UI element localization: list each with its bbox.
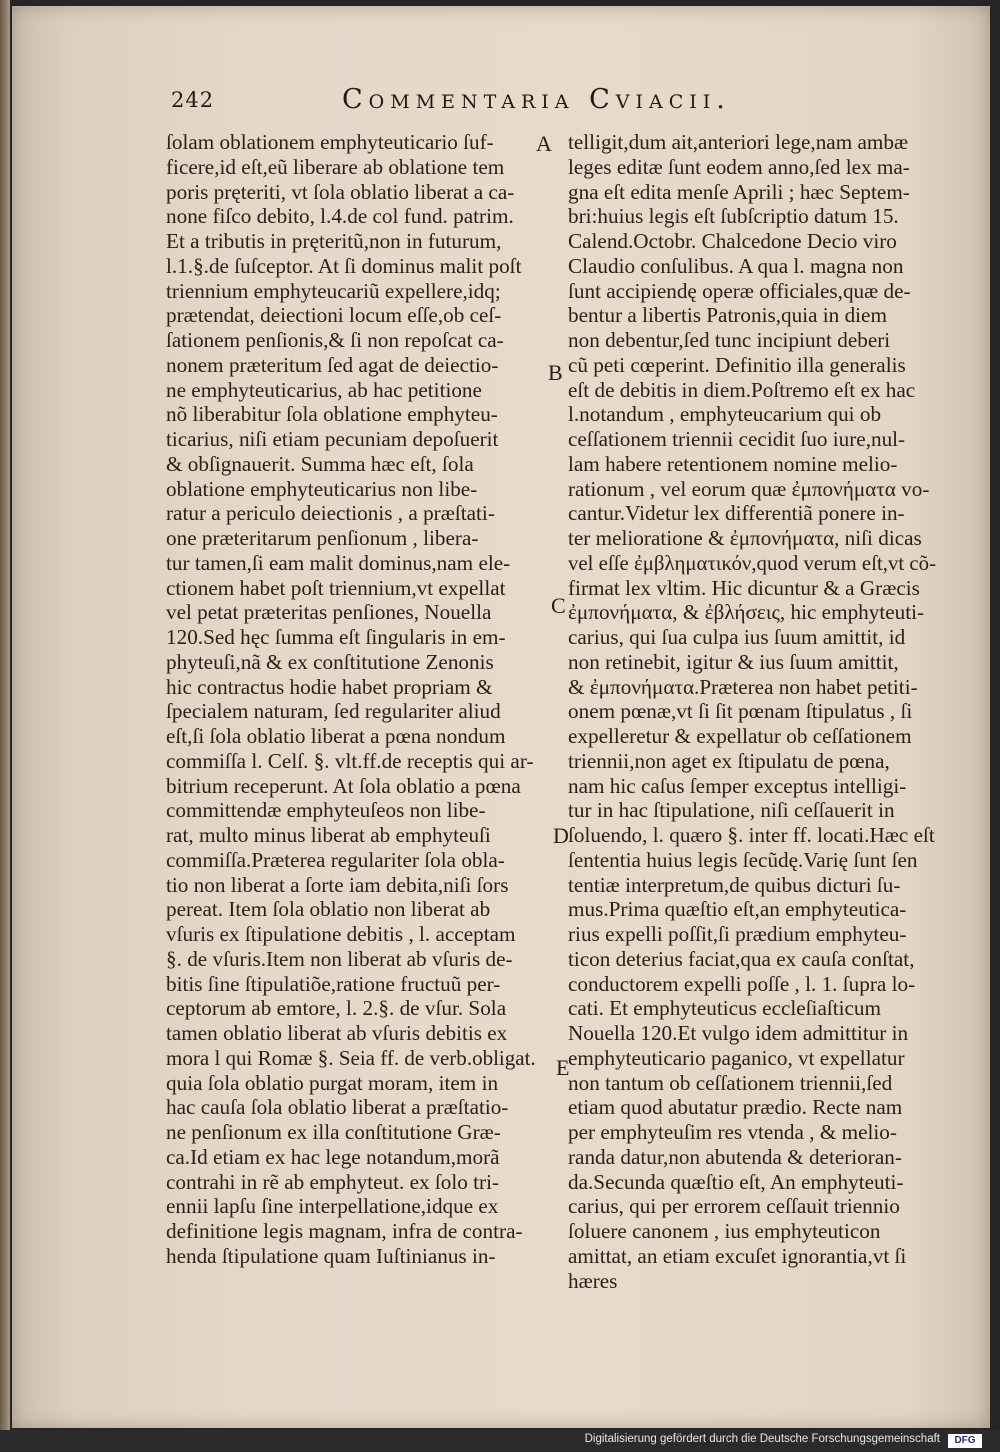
right-column-line: cati. Et emphyteuticus eccleſiaſticum [568, 996, 881, 1021]
left-column-line: ſationem penſionis,& ſi non repoſcat ca- [166, 328, 504, 352]
book-edge [0, 0, 10, 1430]
left-column-line: l.1.§.de ſuſceptor. At ſi dominus malit poſt [166, 253, 522, 278]
left-column-line: one præteritarum penſionum , libera- [166, 526, 479, 550]
left-column-line: ne emphyteuticarius, ab hac petitione [166, 377, 482, 402]
running-title: Commentaria Cviacii. [342, 84, 731, 115]
right-column-line: Claudio conſulibus. A qua l. magna non [568, 253, 904, 278]
right-column-line: cũ peti cœperint. Definitio illa generalis [568, 352, 906, 377]
left-column-line: nonem præteritum ſed agat de deiectio- [166, 352, 499, 377]
left-column-line: hic contractus hodie habet propriam & [166, 674, 493, 699]
left-column-line: phyteuſi,nã & ex conſtitutione Zenonis [166, 649, 494, 674]
dfg-logo: DFG [948, 1434, 982, 1448]
right-column-line: ſoluendo, l. quæro §. inter ff. locati.Hæc eſt [568, 823, 935, 847]
left-column-line: poris pręteriti, vt ſola oblatio liberat a ca- [166, 179, 515, 204]
right-column-line: cantur.Videtur lex differentiã ponere in- [568, 501, 905, 526]
left-column-line: committendæ emphyteuſeos non libe- [166, 798, 486, 823]
right-column-line: emphyteuticario paganico, vt expellatur [568, 1045, 905, 1070]
right-column-line: telligit,dum ait,anteriori lege,nam ambæ [568, 130, 909, 154]
right-column-line: da.Secunda quæſtio eſt, An emphyteuti- [568, 1169, 904, 1194]
left-column-line: ratur a periculo deiectionis , a præſtati- [166, 501, 495, 526]
right-column-line: carius, qui per errorem ceſſauit triennio [568, 1194, 900, 1219]
left-column-line: 120.Sed hęc ſumma eſt ſingularis in em- [166, 625, 506, 649]
left-column-line: henda ſtipulatione quam Iuſtinianus in- [166, 1243, 496, 1268]
right-column-line: lam habere retentionem nomine melio- [568, 451, 898, 476]
right-column-line: bentur a libertis Patronis,quia in diem [568, 303, 887, 328]
left-column-line: vſuris ex ſtipulatione debitis , l. acceptam [166, 922, 516, 946]
right-column-line: conductorem expelli poſſe , l. 1. ſupra lo- [568, 971, 916, 996]
right-column-line: nam hic caſus ſemper exceptus intelligi- [568, 773, 907, 798]
right-column-line: per emphyteuſim res vtenda , & melio- [568, 1120, 897, 1144]
left-column-line: oblatione emphyteuticarius non libe- [166, 476, 478, 501]
left-column-line: none fiſco debito, l.4.de col fund. patrim. [166, 204, 514, 229]
right-column-line: vel eſſe ἐμβληματικόν,quod verum eſt,vt cõ- [568, 550, 937, 575]
left-column-line: §. de vſuris.Item non liberat ab vſuris de- [166, 946, 513, 971]
right-column-line: tentiæ interpretum,de quibus dicturi ſu- [568, 872, 901, 897]
left-column-line: hac cauſa ſola oblatio liberat a præſtatio- [166, 1095, 509, 1120]
left-column-line: contrahi in rẽ ab emphyteut. ex ſolo tri- [166, 1169, 500, 1194]
right-column-line: ceſſationem triennii cecidit ſuo iure,nul- [568, 427, 906, 451]
page-number: 242 [171, 88, 215, 112]
right-column-line: non retinebit, igitur & ius ſuum amittit, [568, 649, 899, 674]
left-column-line: ne penſionum ex illa conſtitutione Græ- [166, 1120, 501, 1144]
right-column-line: etiam quod abutatur prædio. Recte nam [568, 1095, 903, 1120]
left-column-line: quia ſola oblatio purgat moram, item in [166, 1070, 499, 1095]
margin-marker-d: D [553, 823, 569, 848]
left-column-line: bitis ſine ſtipulatiõe,ratione fructuũ per- [166, 971, 501, 996]
right-column-line: carius, qui ſua culpa ius ſuum amittit, id [568, 625, 906, 649]
left-column-line: ticarius, niſi etiam pecuniam depoſuerit [166, 427, 499, 451]
right-column-line: tur in hac ſtipulatione, niſi ceſſauerit in [568, 798, 895, 823]
right-column-line: leges editæ ſunt eodem anno,ſed lex ma- [568, 154, 910, 179]
right-column-line: gna eſt edita menſe Aprili ; hæc Septem- [568, 179, 910, 204]
left-column-line: tamen oblatio liberat ab vſuris debitis ex [166, 1021, 508, 1045]
footer-bar [0, 1430, 1000, 1452]
left-column-line: bitrium receperunt. At ſola oblatio a pœna [166, 773, 521, 798]
left-column-line: ctionem habet poſt triennium,vt expellat [166, 575, 506, 600]
right-column-line: & ἐμπονήματα.Præterea non habet petiti- [568, 674, 918, 699]
right-column-line: bri:huius legis eſt ſubſcriptio datum 15. [568, 204, 899, 229]
left-column-line: eſt,ſi ſola oblatio liberat a pœna nondum [166, 724, 506, 748]
right-column-line: ſunt accipiendę operæ officiales,quæ de- [568, 278, 911, 303]
right-column-line: non tantum ob ceſſationem triennii,ſed [568, 1070, 893, 1095]
right-column-line: hæres [568, 1268, 618, 1293]
right-column-line: ſoluere canonem , ius emphyteuticon [568, 1219, 881, 1243]
left-column-line: pereat. Item ſola oblatio non liberat ab [166, 897, 491, 922]
right-column-line: randa datur,non abutenda & deterioran- [568, 1144, 902, 1169]
right-column-line: onem pœnæ,vt ſi ſit pœnam ſtipulatus , ſi [568, 699, 913, 724]
left-column-line: ſpecialem naturam, ſed regulariter aliud [166, 699, 501, 724]
left-column-line: ſolam oblationem emphyteuticario ſuf- [166, 130, 494, 154]
right-column-line: expelleretur & expellatur ob ceſſationem [568, 724, 912, 748]
left-column-line: & obſignauerit. Summa hæc eſt, ſola [166, 451, 474, 476]
left-column-line: definitione legis magnam, infra de contra- [166, 1219, 523, 1243]
left-column-line: tur tamen,ſi eam malit dominus,nam ele- [166, 550, 511, 575]
right-column-line: ter melioratione & ἐμπονήματα, niſi dicas [568, 526, 922, 550]
left-column-line: mora l qui Romæ §. Seia ff. de verb.obligat. [166, 1045, 536, 1070]
margin-marker-b: B [548, 360, 563, 385]
right-column-line: l.notandum , emphyteucarium qui ob [568, 402, 882, 427]
margin-marker-e: E [556, 1055, 570, 1080]
right-column-line: non debentur,ſed tunc incipiunt deberi [568, 328, 891, 352]
margin-marker-c: C [551, 593, 566, 618]
right-column-line: ſententia huius legis ſecũdę.Varię ſunt ſen [568, 847, 918, 872]
left-column-line: ceptorum ab emtore, l. 2.§. de vſur. Sola [166, 996, 507, 1021]
left-column-line: Et a tributis in pręteritũ,non in futurum, [166, 229, 502, 253]
left-column-line: triennium emphyteucariũ expellere,idq; [166, 278, 501, 303]
left-column-line: vel petat præteritas penſiones, Nouella [166, 600, 492, 625]
left-column-line: nõ liberabitur ſola oblatione emphyteu- [166, 402, 498, 427]
margin-marker-a: A [536, 131, 552, 156]
left-column-line: rat, multo minus liberat ab emphyteuſi [166, 823, 491, 847]
right-column-line: Calend.Octobr. Chalcedone Decio viro [568, 229, 897, 253]
right-column-line: triennii,non aget ex ſtipulatu de pœna, [568, 748, 890, 773]
right-column-line: ticon deterius faciat,qua ex cauſa conſtat, [568, 946, 915, 971]
right-column-line: amittat, an etiam excuſet ignorantia,vt ſi [568, 1243, 907, 1268]
right-column-line: ἐμπονήματα, & ἐβλήσεις, hic emphyteuti- [568, 600, 925, 625]
right-column-line: firmat lex vltim. Hic dicuntur & a Græcis [568, 575, 920, 600]
left-column-line: ficere,id eſt,eũ liberare ab oblatione tem [166, 154, 505, 179]
right-column-line: eſt de debitis in diem.Poſtremo eſt ex hac [568, 377, 916, 402]
right-column-line: rationum , vel eorum quæ ἐμπονήματα vo- [568, 476, 930, 501]
left-column-line: commiſſa l. Celſ. §. vlt.ff.de receptis qui ar- [166, 748, 534, 773]
left-column-line: commiſſa.Præterea regulariter ſola obla- [166, 847, 505, 872]
left-column-line: ca.Id etiam ex hac lege notandum,morã [166, 1144, 500, 1169]
left-column-line: tio non liberat a ſorte iam debita,niſi ſors [166, 872, 509, 897]
right-column-line: Nouella 120.Et vulgo idem admittitur in [568, 1021, 909, 1045]
right-column-line: mus.Prima quæſtio eſt,an emphyteutica- [568, 897, 907, 922]
left-column-line: ennii lapſu ſine interpellatione,idque ex [166, 1194, 499, 1219]
right-column-line: rius expelli poſſit,ſi prædium emphyteu- [568, 922, 907, 946]
footer-credit: Digitalisierung gefördert durch die Deutsche Forschungsgemeinschaft [584, 1433, 940, 1445]
left-column-line: prætendat, deiectioni locum eſſe,ob ceſ- [166, 303, 502, 328]
